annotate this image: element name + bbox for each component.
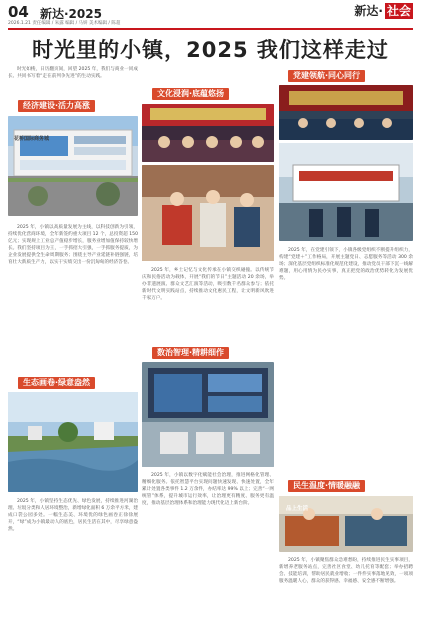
governance-photo — [142, 362, 274, 467]
livelihood-photo-sign: 品上生活 — [286, 506, 309, 512]
economy-photo — [8, 116, 138, 216]
logo-text: 新达· — [354, 4, 383, 18]
party-text: 2025 年，在党建引领下，小镇各级党组织不断提升组织力，构建“党建＋”工作格局，开展主题党日、志愿服务等活动 300 余场；深化基层党组织标准化规范化建设，推动党员干部下沉一线解难题，用心用情为民办实事，真正把党的政治优势转化为发展优势。 — [279, 248, 413, 281]
page-headline: 时光里的小镇，2025 我们这样走过 — [32, 38, 389, 62]
culture-article — [142, 267, 274, 302]
livelihood-text: 2025 年，小镇聚焦群众急难愁盼，持续推进民生实事项目，新增养老服务站点，完善社区食堂、幼儿托育等配套；举办招聘会、技能培训，帮助居民就业增收；一件件实事落地见效，一项项服务温暖人心，群众的获得感、幸福感、安全感不断增强。 — [279, 558, 413, 584]
livelihood-article — [279, 557, 413, 585]
economy-text: 2025 年，小镇以高质量发展为主线，以科技创新为引领，持续优化营商环境，全年新签约重大项目 12 个，总投资超 150 亿元；实现规上工业总产值稳步增长，服务业增加值保持较快增长。我们坚持项目为王，一手抓招大引强，一手抓服务提质，为企业发展提供全生命周期服务；围绕主导产业延链补链强链，培育壮大新质生产力，以实干实绩交出一份沉甸甸的经济答卷。 — [8, 225, 138, 265]
party-photo-bottom — [279, 143, 413, 241]
intro-text: 时光如梭，日历翻页间，回望 2025 年，我们与商业一同成长、共同书写着“走在前列争先进”的生动实践。 — [8, 67, 138, 79]
culture-photo-bottom — [142, 165, 274, 261]
section-banner-governance: 数治智理·精耕细作 — [152, 347, 229, 359]
edition-meta: 2026.1.21 责任编辑 / 朱露 编辑 / 马妍 美术编辑 / 陈超 — [8, 21, 121, 26]
party-article — [279, 247, 413, 282]
governance-article — [142, 472, 274, 507]
section-banner-livelihood: 民生温度·情暖融融 — [288, 480, 365, 492]
section-banner-culture: 文化浸润·底蕴悠扬 — [152, 88, 229, 100]
masthead-rule — [8, 28, 413, 30]
culture-text: 2025 年，乡土记忆与文化传承在小镇交织碰撞。以传统节庆和民俗活动为载体，开展“我们的节日”主题活动 20 余场，举办非遗展演、群众文艺汇演等活动，吸引数千名群众参与；依托新时代文明实践站点，持续推动文化惠民工程，让文明新风吹进千家万户。 — [142, 268, 274, 301]
ecology-article — [8, 498, 138, 533]
economy-article — [8, 224, 138, 266]
section-banner-party: 党建领航·同心同行 — [288, 70, 365, 82]
ecology-text: 2025 年，小镇坚持生态优先、绿色发展，持续推进河湖治理、垃圾分类和人居环境整治，新增绿化面积 6 万余平方米，建成口袋公园多处。一幅生态美、环境优的绿色画卷正徐徐展开，“绿”成为小镇最动人的底色，居民生活在其中，尽享绿意盎然。 — [8, 499, 138, 532]
economy-photo-sign: 花桥国际商务城 — [14, 136, 50, 142]
section-title: 新达·2025 — [40, 7, 102, 21]
governance-text: 2025 年，小镇以数字化赋能社会治理，推进网格化管理、精细化服务。依托智慧平台实现问题快速发现、快速处置，全年累计处置各类事件 1.2 万余件，办结率达 99% 以上；完善“一网统管”体系，提升城市运行效率，让治理更有精度、服务更有温度，推动基层治理体系和治理能力现代化迈上新台阶。 — [142, 473, 274, 506]
page-number: 04 — [8, 3, 29, 21]
party-photo-top — [279, 85, 413, 140]
intro-article — [8, 66, 138, 80]
section-banner-economy: 经济建设·活力高涨 — [18, 100, 95, 112]
masthead-logo — [354, 2, 413, 19]
section-banner-ecology: 生态画卷·绿意盎然 — [18, 377, 95, 389]
logo-box: 社会 — [386, 3, 411, 18]
culture-photo-top — [142, 104, 274, 162]
ecology-photo — [8, 392, 138, 492]
